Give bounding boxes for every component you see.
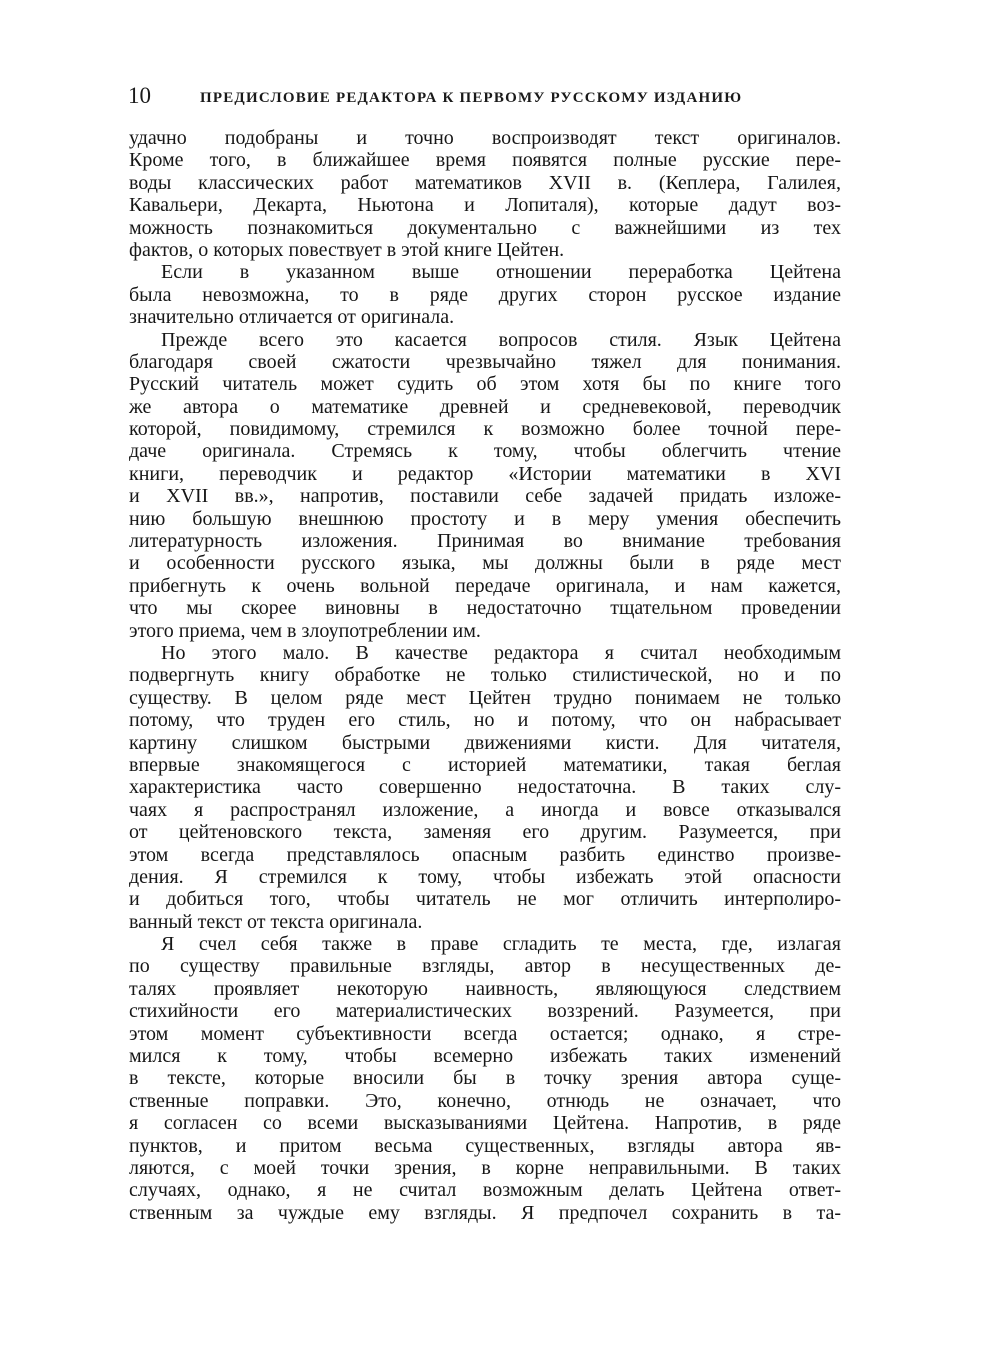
text-line: и XVII вв.», напротив, поставили себе задачей придать изложе- — [129, 485, 841, 508]
text-line: мился к тому, чтобы всемерно избежать таких изменений — [129, 1045, 841, 1068]
paragraph-first-line: Если в указанном выше отношении переработка Цейтена — [161, 261, 841, 284]
paragraph-first-line: Но этого мало. В качестве редактора я считал необходимым — [161, 641, 841, 664]
text-line: подвергнуть книгу обработке не только стилистической, но и по — [129, 664, 841, 687]
text-line: потому, что труден его стиль, но и потому, что он набрасывает — [129, 709, 841, 732]
text-line: этом всегда представлялось опасным разбить единство произве- — [129, 843, 841, 866]
page-header — [128, 84, 848, 112]
text-line: можность познакомиться документально с важнейшими из тех — [129, 216, 841, 239]
text-line: Кроме того, в ближайшее время появятся полные русские пере- — [129, 149, 841, 172]
paragraph-first-line: Я счел себя также в праве сгладить те места, где, излагая — [161, 933, 841, 956]
text-line: по существу правильные взгляды, автор в несущественных де- — [129, 955, 841, 978]
text-line: этом момент субъективности всегда остается; однако, я стре- — [129, 1022, 841, 1045]
text-line: Кавальери, Декарта, Ньютона и Лопиталя), которые дадут воз- — [129, 194, 841, 217]
text-line: нию большую внешнюю простоту и в меру умения обеспечить — [129, 507, 841, 530]
text-line: характеристика часто совершенно недостаточна. В таких слу- — [129, 776, 841, 799]
paragraph-first-line: Прежде всего это касается вопросов стиля. Язык Цейтена — [161, 328, 841, 351]
text-line: и добиться того, чтобы читатель не мог отличить интерполиро- — [129, 888, 841, 911]
text-line: же автора о математике древней и средневековой, переводчик — [129, 395, 841, 418]
text-line: картину слишком быстрыми движениями кисти. Для читателя, — [129, 731, 841, 754]
text-line: впервые знакомящегося с историей математики, такая беглая — [129, 753, 841, 776]
running-head: ПРЕДИСЛОВИЕ РЕДАКТОРА К ПЕРВОМУ РУССКОМУ ИЗДАНИЮ — [200, 90, 743, 106]
text-line: ственные поправки. Это, конечно, отнюдь не означает, что — [129, 1089, 841, 1112]
text-line: удачно подобраны и точно воспроизводят текст оригиналов. — [129, 127, 841, 149]
text-line: значительно отличается от оригинала. — [129, 306, 455, 329]
page-number: 10 — [128, 83, 151, 108]
text-line: и особенности русского языка, мы должны были в ряде мест — [129, 552, 841, 575]
text-line: благодаря своей сжатости чрезвычайно тяжел для понимания. — [129, 350, 841, 373]
text-line: фактов, о которых повествует в этой книге Цейтен. — [129, 238, 565, 261]
text-line: чаях я распространял изложение, а иногда и вовсе отказывался — [129, 798, 841, 821]
text-line: стихийности его материалистических воззрений. Разумеется, при — [129, 1000, 841, 1023]
text-line: дения. Я стремился к тому, чтобы избежать этой опасности — [129, 865, 841, 888]
text-line: литературность изложения. Принимая во внимание требования — [129, 530, 841, 553]
text-line: прибегнуть к очень вольной передаче оригинала, и нам кажется, — [129, 574, 841, 597]
text-line: Русский читатель может судить об этом хотя бы по книге того — [129, 373, 841, 396]
text-line: ляются, с моей точки зрения, в корне неправильными. В таких — [129, 1156, 841, 1179]
text-line: я согласен со всеми высказываниями Цейтена. Напротив, в ряде — [129, 1112, 841, 1135]
text-line: даче оригинала. Стремясь к тому, чтобы облегчить чтение — [129, 440, 841, 463]
text-line: была невозможна, то в ряде других сторон русское издание — [129, 283, 841, 306]
text-line: существу. В целом ряде мест Цейтен трудно понимаем не только — [129, 686, 841, 709]
text-line: воды классических работ математиков XVII в. (Кеплера, Галилея, — [129, 171, 841, 194]
text-line: в тексте, которые вносили бы в точку зрения автора суще- — [129, 1067, 841, 1090]
text-line: что мы скорее виновны в недостаточно тщательном проведении — [129, 597, 841, 620]
text-line: ванный текст от текста оригинала. — [129, 910, 423, 933]
text-line: этого приема, чем в злоупотреблении им. — [129, 619, 481, 642]
text-line: которой, повидимому, стремился к возможно более точной пере- — [129, 418, 841, 441]
text-line: от цейтеновского текста, заменяя его другим. Разумеется, при — [129, 821, 841, 844]
body-text — [129, 127, 841, 1224]
text-line: пунктов, и притом весьма существенных, взгляды автора яв- — [129, 1134, 841, 1157]
text-line: случаях, однако, я не считал возможным делать Цейтена ответ- — [129, 1179, 841, 1202]
text-line: книги, переводчик и редактор «Истории математики в XVI — [129, 462, 841, 485]
text-line: ственным за чуждые ему взгляды. Я предпочел сохранить в та- — [129, 1201, 841, 1224]
text-line: талях проявляет некоторую наивность, являющуюся следствием — [129, 977, 841, 1000]
